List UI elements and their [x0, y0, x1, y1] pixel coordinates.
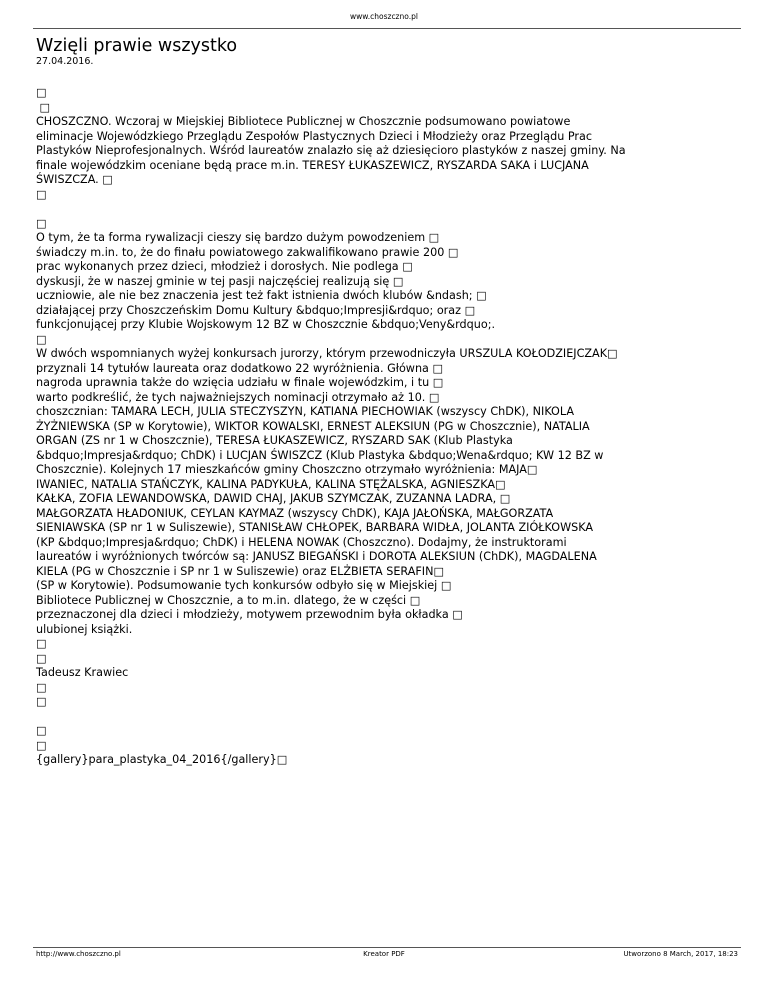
footer-url: http://www.choszczno.pl	[36, 950, 121, 958]
article-line: □	[36, 187, 47, 201]
article-line: KAŁKA, ZOFIA LEWANDOWSKA, DAWID CHAJ, JAKUB SZYMCZAK, ZUZANNA LADRA, □	[36, 492, 511, 505]
article-line: □	[36, 637, 47, 650]
footer-divider	[33, 947, 741, 948]
article-line: ŚWISZCZA. □	[36, 173, 113, 186]
article-line: przeznaczonej dla dzieci i młodzieży, motywem przewodnim była okładka □	[36, 608, 463, 621]
article-line: ORGAN (ZS nr 1 w Choszcznie), TERESA ŁUKASZEWICZ, RYSZARD SAK (Klub Plastyka	[36, 434, 513, 447]
article-line: □	[36, 651, 47, 665]
article-line: Plastyków Nieprofesjonalnych. Wśród laureatów znalazło się aż dziesięcioro plastyków z naszej gminy. Na	[36, 144, 626, 157]
article-line: KIELA (PG w Choszcznie i SP nr 1 w Suliszewie) oraz ELŻBIETA SERAFIN□	[36, 564, 445, 578]
article-line: prac wykonanych przez dzieci, młodzież i dorosłych. Nie podlega □	[36, 260, 413, 273]
article-line: □	[36, 332, 47, 346]
article-line: przyznali 14 tytułów laureata oraz dodatkowo 22 wyróżnienia. Główna □	[36, 361, 444, 375]
article-line: MAŁGORZATA HŁADONIUK, CEYLAN KAYMAZ (wszyscy ChDK), KAJA JAŁOŃSKA, MAŁGORZATA	[36, 506, 554, 520]
footer-created-date: Utworzono 8 March, 2017, 18:23	[623, 950, 738, 958]
article-line: CHOSZCZNO. Wczoraj w Miejskiej Bibliotece Publicznej w Choszcznie podsumowano powiatowe	[36, 115, 571, 128]
article-line: świadczy m.in. to, że do finału powiatowego zakwalifikowano prawie 200 □	[36, 245, 459, 259]
article-line: warto podkreślić, że tych najważniejszych nominacji otrzymało aż 10. □	[36, 390, 440, 404]
article-line: Tadeusz Krawiec	[36, 666, 129, 679]
article-line: O tym, że ta forma rywalizacji cieszy się bardzo dużym powodzeniem □	[36, 231, 440, 244]
article-line: □	[36, 724, 47, 737]
article-line: □	[36, 680, 47, 694]
article-line: SIENIAWSKA (SP nr 1 w Suliszewie), STANISŁAW CHŁOPEK, BARBARA WIDŁA, JOLANTA ZIÓŁKOWSKA	[36, 521, 594, 534]
article-line: (SP w Korytowie). Podsumowanie tych konkursów odbyło się w Miejskiej □	[36, 579, 452, 592]
article-line: nagroda uprawnia także do wzięcia udziału w finale wojewódzkim, i tu □	[36, 376, 444, 389]
article-line: dyskusji, że w naszej gminie w tej pasji najczęściej realizują się □	[36, 274, 404, 288]
article-line: W dwóch wspomnianych wyżej konkursach jurorzy, którym przewodniczyła URSZULA KOŁODZIEJCZAK□	[36, 347, 618, 360]
article-title: Wzięli prawie wszystko	[36, 36, 238, 56]
article-line: □	[36, 738, 47, 752]
article-line: {gallery}para_plastyka_04_2016{/gallery}□	[36, 753, 288, 766]
article-line: ulubionej książki.	[36, 622, 133, 636]
article-line: □	[36, 100, 51, 114]
article-line: finale wojewódzkim oceniane będą prace m.in. TERESY ŁUKASZEWICZ, RYSZARDA SAKA i LUCJANA	[36, 158, 589, 172]
article-line	[36, 710, 746, 725]
article-body	[36, 86, 746, 768]
article-line: choszcznian: TAMARA LECH, JULIA STECZYSZYN, KATIANA PIECHOWIAK (wszyscy ChDK), NIKOLA	[36, 405, 574, 418]
article-line: uczniowie, ale nie bez znaczenia jest też fakt istnienia dwóch klubów &ndash; □	[36, 289, 487, 302]
article-line: ŻYŻNIEWSKA (SP w Korytowie), WIKTOR KOWALSKI, ERNEST ALEKSIUN (PG w Choszcznie), NATALIA	[36, 419, 590, 433]
article-date: 27.04.2016.	[36, 56, 94, 67]
article-line: funkcjonującej przy Klubie Wojskowym 12 BZ w Choszcznie &bdquo;Veny&rdquo;.	[36, 318, 496, 331]
article-line: eliminacje Wojewódzkiego Przeglądu Zespołów Plastycznych Dzieci i Młodzieży oraz Przeglądu Prac	[36, 129, 593, 143]
article-line: Bibliotece Publicznej w Choszcznie, a to m.in. dlatego, że w części □	[36, 593, 421, 607]
article-line: □	[36, 216, 47, 230]
article-line: (KP &bdquo;Impresja&rdquo; ChDK) i HELENA NOWAK (Choszczno). Dodajmy, że instruktorami	[36, 535, 567, 549]
article-line: laureatów i wyróżnionych twórców są: JANUSZ BIEGAŃSKI i DOROTA ALEKSIUN (ChDK), MAGDALENA	[36, 550, 597, 563]
article-line	[36, 202, 746, 217]
article-line: IWANIEC, NATALIA STAŃCZYK, KALINA PADYKUŁA, KALINA STĘŻALSKA, AGNIESZKA□	[36, 477, 506, 491]
article-line: □	[36, 695, 47, 708]
article-line: □	[36, 86, 47, 99]
footer-generator: Kreator PDF	[363, 950, 405, 958]
article-line: działającej przy Choszczeńskim Domu Kultury &bdquo;Impresji&rdquo; oraz □	[36, 303, 476, 317]
article-line: &bdquo;Impresja&rdquo; ChDK) i LUCJAN ŚWISZCZ (Klub Plastyka &bdquo;Wena&rdquo; KW 12 BZ w	[36, 448, 604, 462]
header-site-url: www.choszczno.pl	[350, 12, 418, 21]
header-divider	[33, 28, 741, 29]
article-line: Choszcznie). Kolejnych 17 mieszkańców gminy Choszczno otrzymało wyróżnienia: MAJA□	[36, 463, 538, 476]
